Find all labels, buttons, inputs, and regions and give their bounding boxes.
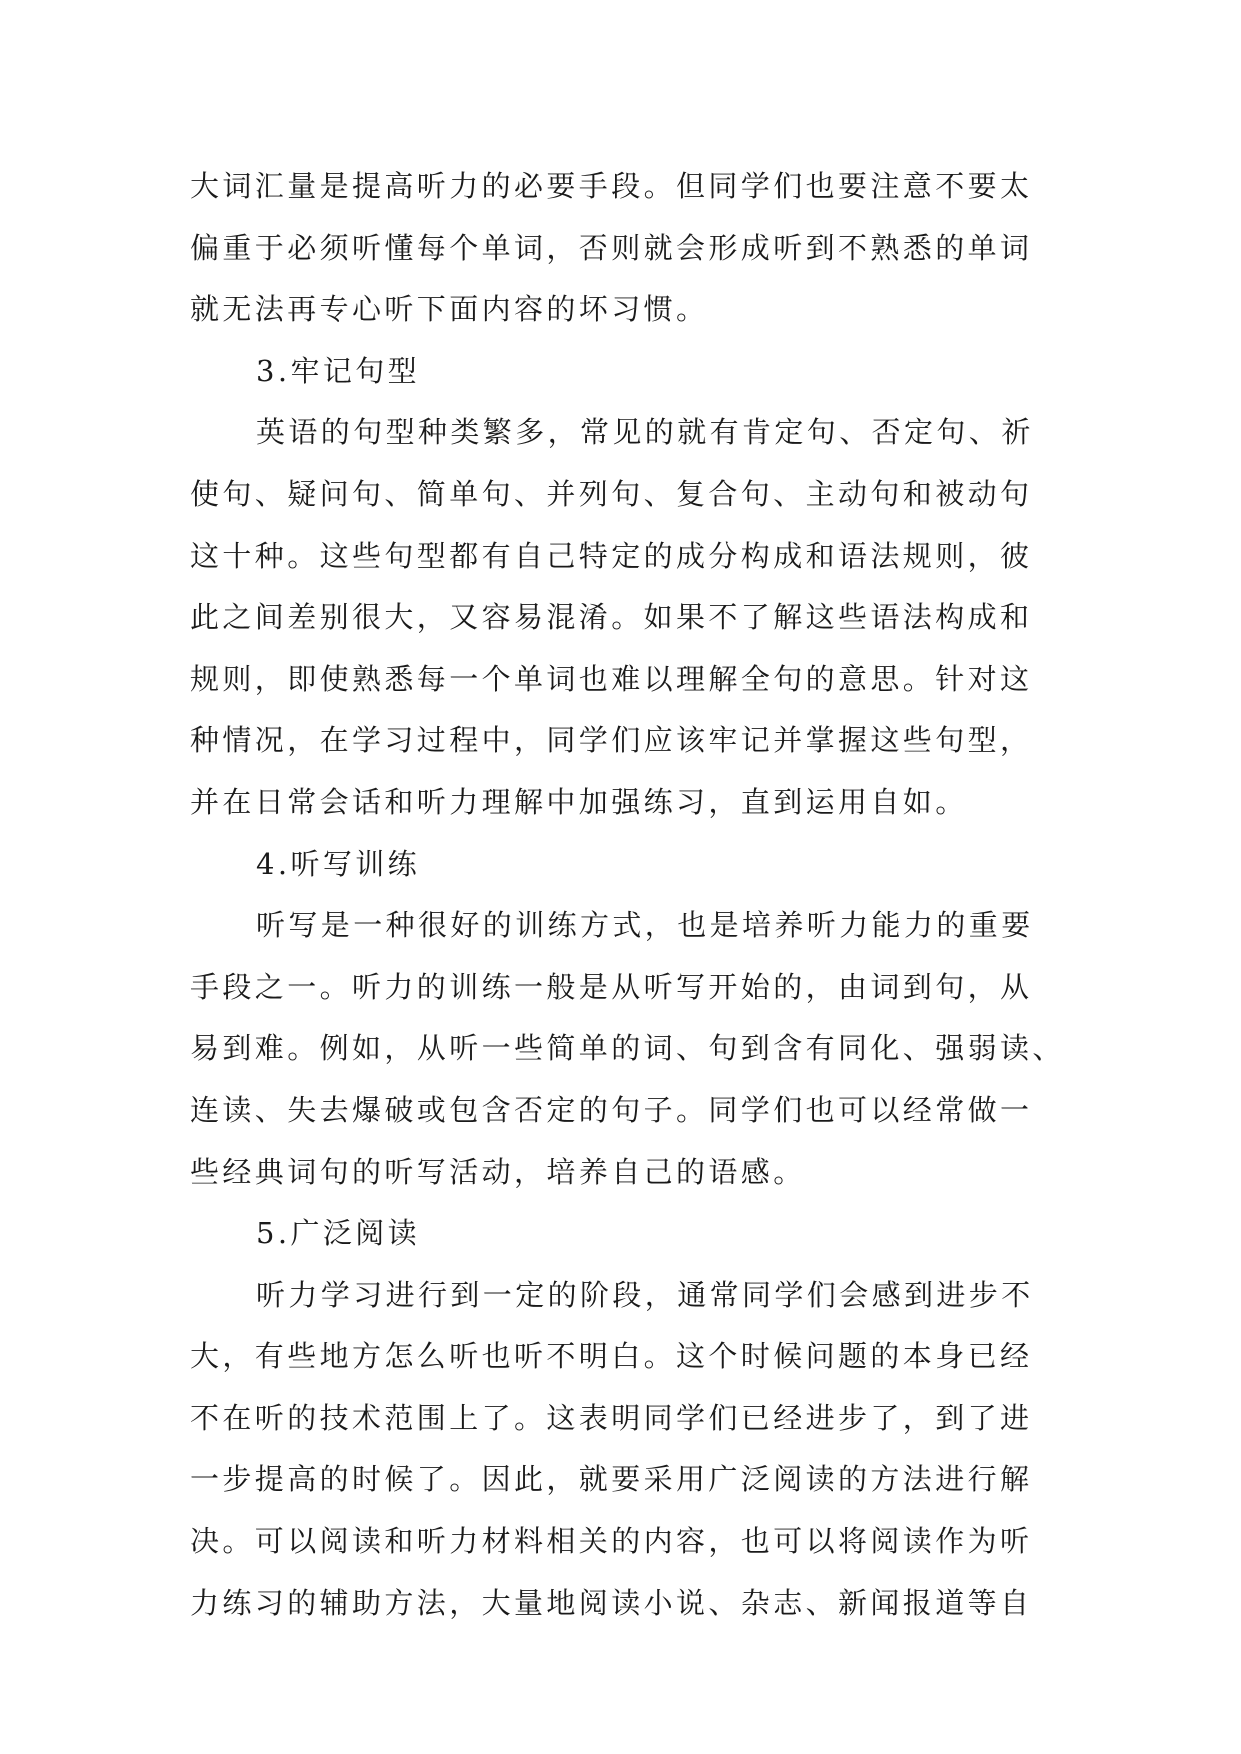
section-heading-4: 4.听写训练 bbox=[256, 846, 421, 881]
document-body bbox=[190, 156, 1065, 1634]
body-line: 并在日常会话和听力理解中加强练习，直到运用自如。 bbox=[190, 784, 968, 819]
body-line: 些经典词句的听写活动，培养自己的语感。 bbox=[190, 1154, 806, 1189]
body-line: 种情况，在学习过程中，同学们应该牢记并掌握这些句型， bbox=[190, 723, 1033, 758]
body-line: 不在听的技术范围上了。这表明同学们已经进步了，到了进 bbox=[190, 1400, 1033, 1435]
body-line: 此之间差别很大，又容易混淆。如果不了解这些语法构成和 bbox=[190, 600, 1033, 635]
body-line: 大，有些地方怎么听也听不明白。这个时候问题的本身已经 bbox=[190, 1339, 1033, 1374]
body-line: 连读、失去爆破或包含否定的句子。同学们也可以经常做一 bbox=[190, 1092, 1033, 1127]
body-line: 力练习的辅助方法，大量地阅读小说、杂志、新闻报道等自 bbox=[190, 1585, 1033, 1620]
body-line: 规则，即使熟悉每一个单词也难以理解全句的意思。针对这 bbox=[190, 661, 1033, 696]
paragraph-start: 听力学习进行到一定的阶段，通常同学们会感到进步不 bbox=[256, 1277, 1034, 1312]
paragraph-start: 听写是一种很好的训练方式，也是培养听力能力的重要 bbox=[256, 908, 1034, 943]
body-line: 偏重于必须听懂每个单词，否则就会形成听到不熟悉的单词 bbox=[190, 230, 1033, 265]
body-line: 就无法再专心听下面内容的坏习惯。 bbox=[190, 292, 709, 327]
body-line: 大词汇量是提高听力的必要手段。但同学们也要注意不要太 bbox=[190, 169, 1033, 203]
body-line: 决。可以阅读和听力材料相关的内容，也可以将阅读作为听 bbox=[190, 1524, 1033, 1559]
section-heading-5: 5.广泛阅读 bbox=[256, 1216, 421, 1251]
body-line: 易到难。例如，从听一些简单的词、句到含有同化、强弱读、 bbox=[190, 1031, 1065, 1066]
body-line: 使句、疑问句、简单句、并列句、复合句、主动句和被动句 bbox=[190, 476, 1033, 511]
section-heading-3: 3.牢记句型 bbox=[256, 353, 421, 388]
paragraph-start: 英语的句型种类繁多，常见的就有肯定句、否定句、祈 bbox=[256, 415, 1034, 450]
body-line: 手段之一。听力的训练一般是从听写开始的，由词到句，从 bbox=[190, 969, 1033, 1004]
body-line: 这十种。这些句型都有自己特定的成分构成和语法规则，彼 bbox=[190, 538, 1033, 573]
body-line: 一步提高的时候了。因此，就要采用广泛阅读的方法进行解 bbox=[190, 1462, 1033, 1497]
